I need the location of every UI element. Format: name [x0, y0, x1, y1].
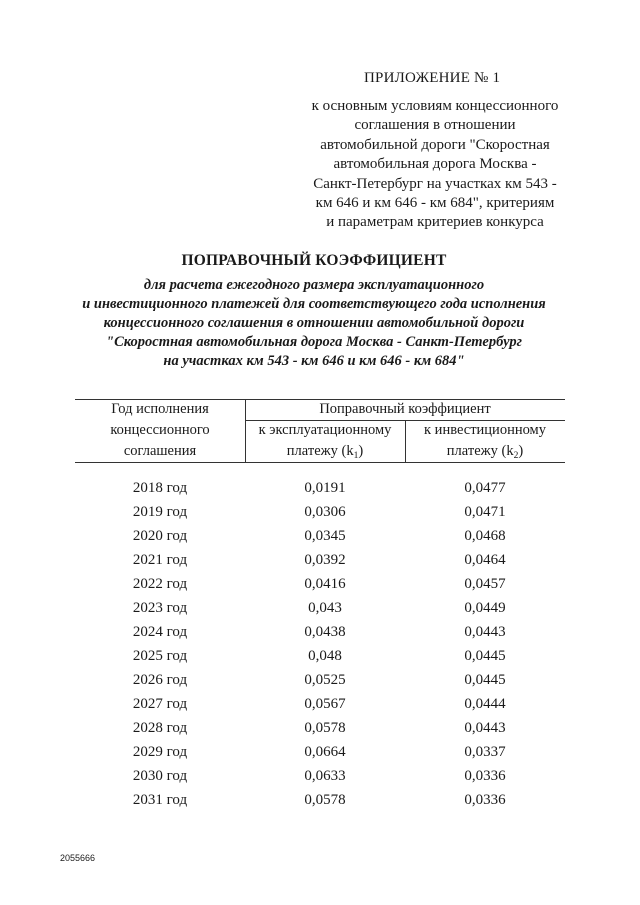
- appendix-subtitle-line: автомобильная дорога Москва -: [333, 156, 537, 173]
- k2-header-text: платежу (k: [446, 443, 514, 459]
- k1-close-paren: ): [358, 443, 364, 459]
- k2-close-paren: ): [518, 443, 524, 459]
- k1-subscript: 1: [353, 451, 359, 461]
- k2-cell: 0,0471: [464, 504, 506, 520]
- year-cell: 2027 год: [132, 696, 188, 712]
- year-cell: 2020 год: [132, 528, 188, 544]
- year-cell: 2023 год: [132, 600, 188, 616]
- k1-column-header: [245, 420, 405, 467]
- appendix-subtitle-line: к основным условиям концессионного: [311, 98, 559, 114]
- table-row: [75, 572, 565, 596]
- year-cell: 2030 год: [132, 768, 188, 784]
- year-cell: 2022 год: [132, 576, 188, 592]
- k1-cell: 0,048: [308, 648, 342, 664]
- k2-cell: 0,0443: [464, 624, 506, 640]
- k1-header-text: платежу (k: [286, 443, 354, 459]
- k1-cell: 0,0664: [304, 744, 346, 760]
- appendix-subtitle-line: Санкт-Петербург на участках км 543 -: [313, 175, 557, 192]
- document-subtitle-line: и инвестиционного платежей для соответствующего года исполнения: [82, 296, 546, 312]
- k1-cell: 0,0633: [304, 768, 346, 784]
- year-header-line: соглашения: [123, 443, 197, 459]
- k1-header-line: [245, 441, 405, 467]
- appendix-title: ПРИЛОЖЕНИЕ № 1: [364, 70, 501, 86]
- k1-cell: 0,0191: [304, 480, 346, 496]
- year-cell: 2019 год: [132, 504, 188, 520]
- k2-cell: 0,0443: [464, 720, 506, 736]
- k1-cell: 0,0416: [304, 576, 346, 592]
- k1-cell: 0,0438: [304, 624, 346, 640]
- year-cell: 2031 год: [132, 792, 188, 808]
- table-row: [75, 716, 565, 740]
- coef-column-header: Поправочный коэффициент: [319, 401, 491, 417]
- k2-cell: 0,0445: [464, 672, 506, 688]
- k2-cell: 0,0464: [464, 552, 506, 568]
- k2-column-header: [405, 420, 565, 467]
- k1-header-line: к эксплуатационному: [258, 422, 392, 438]
- appendix-subtitle-line: км 646 и км 646 - км 684", критериям: [315, 195, 555, 212]
- appendix-subtitle-line: и параметрам критериев конкурса: [326, 214, 544, 231]
- table-row: [75, 620, 565, 644]
- document-subtitle-line: "Скоростная автомобильная дорога Москва - Санкт-Петербург: [106, 334, 522, 350]
- k2-subscript: 2: [513, 451, 519, 461]
- document-subtitle-line: концессионного соглашения в отношении автомобильной дороги: [103, 315, 525, 331]
- table-row: [75, 788, 565, 812]
- year-cell: 2026 год: [132, 672, 188, 688]
- table-row: [75, 692, 565, 716]
- k2-cell: 0,0336: [464, 768, 506, 784]
- table-row: [75, 524, 565, 548]
- table-row: [75, 596, 565, 620]
- k1-cell: 0,043: [308, 600, 342, 616]
- year-column-header: [75, 399, 245, 462]
- k2-header-line: [405, 441, 565, 467]
- document-subtitle-line: на участках км 543 - км 646 и км 646 - км 684": [163, 353, 465, 369]
- year-cell: 2018 год: [132, 480, 188, 496]
- table-row: [75, 668, 565, 692]
- document-subtitle-line: для расчета ежегодного размера эксплуатационного: [143, 277, 485, 293]
- table-row: [75, 740, 565, 764]
- document-title: ПОПРАВОЧНЫЙ КОЭФФИЦИЕНТ: [181, 252, 447, 269]
- k2-cell: 0,0457: [464, 576, 506, 592]
- appendix-subtitle-line: автомобильной дороги "Скоростная: [320, 136, 550, 153]
- k2-cell: 0,0449: [464, 600, 506, 616]
- appendix-subtitle: [300, 97, 570, 233]
- k1-cell: 0,0306: [304, 504, 346, 520]
- table-row: [75, 476, 565, 500]
- k2-cell: 0,0337: [464, 744, 506, 760]
- table-row: [75, 764, 565, 788]
- year-cell: 2029 год: [132, 744, 188, 760]
- k2-cell: 0,0477: [464, 480, 506, 496]
- table-row: [75, 644, 565, 668]
- k1-cell: 0,0392: [304, 552, 346, 568]
- year-cell: 2024 год: [132, 624, 188, 640]
- document-code: 2055666: [60, 853, 96, 863]
- appendix-subtitle-line: соглашения в отношении: [354, 117, 516, 134]
- k2-cell: 0,0444: [464, 696, 506, 712]
- year-header-line: Год исполнения: [111, 401, 209, 417]
- table-row: [75, 548, 565, 572]
- k1-cell: 0,0525: [304, 672, 346, 688]
- table-row: [75, 500, 565, 524]
- year-cell: 2021 год: [132, 552, 188, 568]
- k1-cell: 0,0578: [304, 720, 346, 736]
- k2-cell: 0,0445: [464, 648, 506, 664]
- coefficient-table: [75, 476, 565, 812]
- k1-cell: 0,0578: [304, 792, 346, 808]
- year-cell: 2025 год: [132, 648, 188, 664]
- year-header-line: концессионного: [110, 422, 210, 438]
- k2-cell: 0,0468: [464, 528, 506, 544]
- k1-cell: 0,0567: [304, 696, 346, 712]
- document-subtitle: [0, 276, 628, 371]
- k2-header-line: к инвестиционному: [424, 422, 546, 438]
- year-cell: 2028 год: [132, 720, 188, 736]
- k1-cell: 0,0345: [304, 528, 346, 544]
- k2-cell: 0,0336: [464, 792, 506, 808]
